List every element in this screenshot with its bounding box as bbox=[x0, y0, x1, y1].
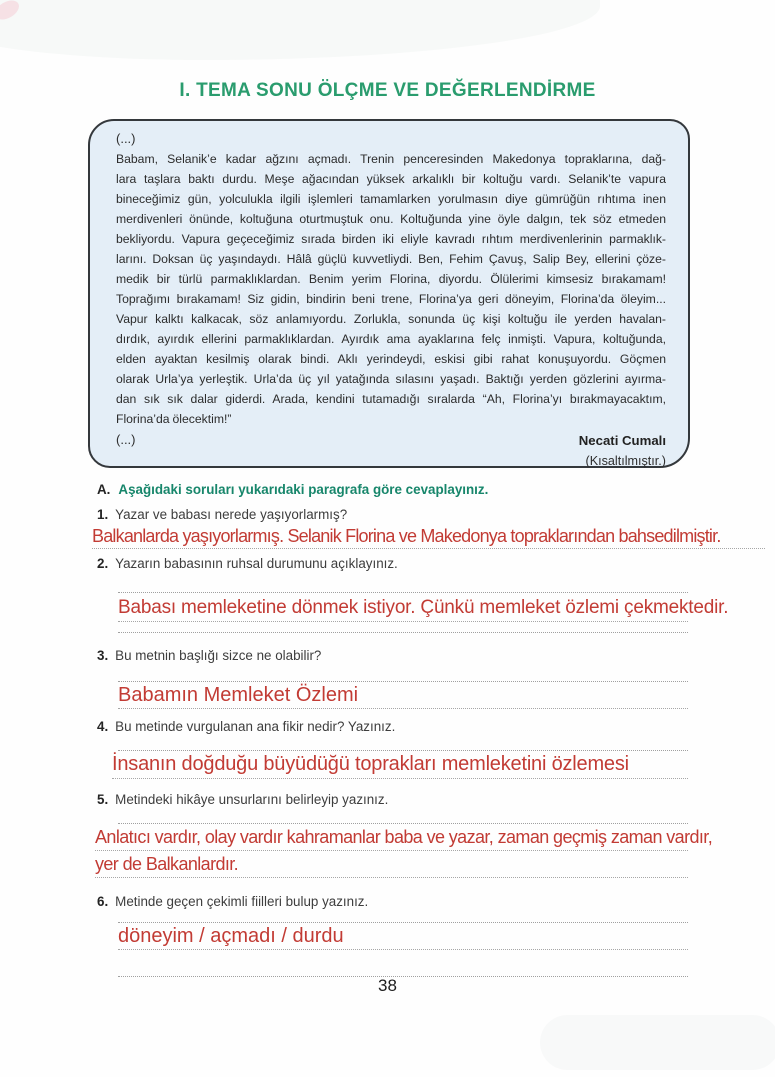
question-3-answer: Babamın Memleket Özlemi bbox=[118, 682, 688, 709]
author-name: Necati Cumalı bbox=[578, 433, 666, 448]
passage-line: dırdık, ayırdık ellerini parmaklıklardan. Ayırdık ama ayaklarına felç inmişti. Vapura, koltuğunda, bbox=[116, 332, 666, 346]
answer-ruled-line bbox=[118, 632, 688, 633]
passage-line: Babam, Selanik’e kadar ağzını açmadı. Trenin penceresinden Makedonya topraklarına, dağ- bbox=[116, 152, 666, 166]
question-5-head bbox=[97, 792, 737, 808]
scan-artifact-bottom bbox=[540, 1015, 775, 1070]
question-6-answer: döneyim / açmadı / durdu bbox=[118, 923, 688, 950]
question-5-answer-line2: yer de Balkanlardır. bbox=[95, 851, 688, 878]
question-1-number: 1. bbox=[97, 507, 109, 522]
question-2 bbox=[97, 556, 737, 633]
passage-line: Vapur kalktı kalkacak, söz anlamıyordu. Zorlukla, sonunda üç kişi koltuğu ile yerden havalan- bbox=[116, 312, 666, 326]
passage-footer bbox=[116, 431, 666, 471]
page-number: 38 bbox=[378, 976, 397, 995]
question-2-answer: Babası memleketine dönmek istiyor. Çünkü memleket özlemi çekmektedir. bbox=[118, 595, 688, 622]
question-3 bbox=[97, 648, 737, 709]
question-4-text: Bu metinde vurgulanan ana fikir nedir? Yazınız. bbox=[115, 719, 396, 734]
question-6-number: 6. bbox=[97, 894, 109, 909]
section-a-heading bbox=[97, 482, 697, 497]
passage-line: elden ayaktan kesilmiş olarak bindi. Aklı yerindeydi, eskisi gibi rahat konuşuyordu. Göçmen bbox=[116, 352, 666, 366]
passage-line: bekliyordu. Vapura geçeceğimiz sırada birden iki eliyle kavradı rıhtım merdivenlerinin parmaklık- bbox=[116, 232, 666, 246]
question-1 bbox=[92, 507, 737, 549]
reading-passage-box bbox=[88, 119, 690, 468]
passage-line: olarak Urla’ya yerleştik. Urla’da üç yıl yatağında sılasını yaşadı. Baktığı yerden gözlerini ayırma- bbox=[116, 372, 666, 386]
question-4-answer: İnsanın doğduğu büyüdüğü toprakları memleketini özlemesi bbox=[112, 751, 688, 779]
question-6 bbox=[97, 894, 737, 977]
question-2-number: 2. bbox=[97, 556, 109, 571]
section-a-label: A. bbox=[97, 482, 111, 497]
question-6-head bbox=[97, 894, 737, 910]
question-1-answer: Balkanlarda yaşıyorlarmış. Selanik Florina ve Makedonya topraklarından bahsedilmiştir. bbox=[92, 524, 765, 549]
question-1-head bbox=[97, 507, 737, 523]
page-title: I. TEMA SONU ÖLÇME VE DEĞERLENDİRME bbox=[179, 80, 596, 101]
question-3-head bbox=[97, 648, 737, 664]
question-5 bbox=[97, 792, 737, 878]
question-3-number: 3. bbox=[97, 648, 109, 663]
section-a-instruction: Aşağıdaki soruları yukarıdaki paragrafa göre cevaplayınız. bbox=[118, 482, 489, 497]
passage-line: medik bir türlü parmaklıklardan. Benim yerim Florina, diyordu. Ölülerimi kimsesiz bırakamam! bbox=[116, 272, 666, 286]
scan-artifact-top bbox=[0, 0, 600, 60]
passage-line: lara taşlara baktı durdu. Meşe ağacından yüksek arkalıklı bir koltuğu vardı. Selanik’te vapura bbox=[116, 172, 666, 186]
question-5-answer-line1: Anlatıcı vardır, olay vardır kahramanlar baba ve yazar, zaman geçmiş zaman vardır, bbox=[95, 824, 688, 851]
question-1-text: Yazar ve babası nerede yaşıyorlarmış? bbox=[115, 507, 348, 522]
question-2-text: Yazarın babasının ruhsal durumunu açıklayınız. bbox=[115, 556, 398, 571]
author-block bbox=[579, 431, 666, 471]
passage-ellipsis-top: (...) bbox=[116, 131, 136, 146]
question-4-number: 4. bbox=[97, 719, 109, 734]
answer-ruled-line bbox=[118, 592, 688, 593]
passage-line: merdivenleri önünde, koltuğuna oturtmuştuk onu. Koltuğunda yine öyle dalgın, tek söz etmeden bbox=[116, 212, 666, 226]
passage-line: larını. Doksan üç yaşındaydı. Hâlâ güçlü kuvvetliydi. Ben, Fehim Çavuş, Salip Bey, ellerini çöze- bbox=[116, 252, 666, 266]
question-4 bbox=[97, 719, 737, 779]
passage-line: Toprağımı bırakamam! Siz gidin, bindirin beni trene, Florina’ya geri döneyim, Florina’da öleyim... bbox=[116, 292, 666, 306]
question-3-text: Bu metnin başlığı sizce ne olabilir? bbox=[115, 648, 322, 663]
passage-line: dan sık sık dalar giderdi. Arada, kendini tutamadığı sıralarda “Ah, Florina’yı bırakmayacaktım, bbox=[116, 392, 666, 406]
passage-line: Florina’da ölecektim!” bbox=[116, 412, 232, 426]
question-2-head bbox=[97, 556, 737, 572]
passage-text bbox=[116, 149, 666, 429]
question-4-head bbox=[97, 719, 737, 735]
abridged-note: (Kısaltılmıştır.) bbox=[585, 454, 666, 468]
question-5-text: Metindeki hikâye unsurlarını belirleyip yazınız. bbox=[115, 792, 389, 807]
passage-ellipsis-bottom: (...) bbox=[116, 432, 136, 447]
passage-line: bineceğimiz gün, yolculukla ilgili işlemleri tamamlarken yorulmasın diye gümrüğün rıhtıma inen bbox=[116, 192, 666, 206]
question-5-number: 5. bbox=[97, 792, 109, 807]
question-6-text: Metinde geçen çekimli fiilleri bulup yazınız. bbox=[115, 894, 369, 909]
